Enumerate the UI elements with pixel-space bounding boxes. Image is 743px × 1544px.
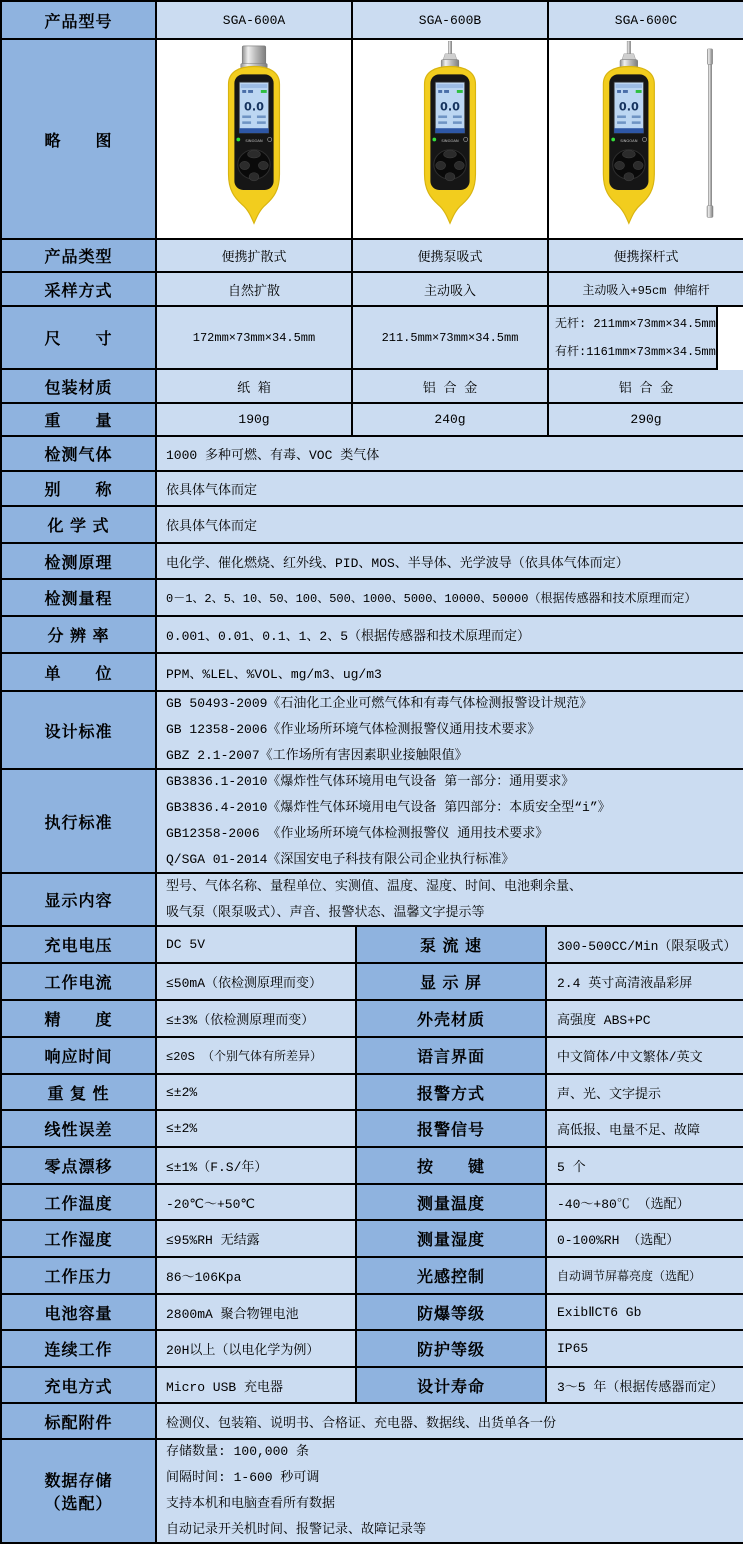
row-label: 精 度	[2, 1001, 157, 1038]
row-label: 充电方式	[2, 1368, 157, 1404]
table-row	[2, 1368, 743, 1404]
table-row	[2, 273, 743, 307]
row-label: 泵 流 速	[357, 927, 547, 964]
cell-b: 240g	[353, 404, 549, 437]
row-label: 外壳材质	[357, 1001, 547, 1038]
standard-line: GB3836.4-2010《爆炸性气体环境用电气设备 第四部分：本质安全型“i”》	[166, 800, 611, 815]
size-no-rod: 无杆: 211mm×73mm×34.5mm	[555, 316, 716, 331]
sketch-row	[2, 40, 743, 240]
svg-text:SINGOAN: SINGOAN	[620, 138, 638, 143]
table-row	[2, 1075, 743, 1111]
svg-text:0.0: 0.0	[618, 100, 639, 114]
row-label: 测量湿度	[357, 1221, 547, 1258]
row-label: 零点漂移	[2, 1148, 157, 1185]
gas-detector-diffusion-image	[185, 41, 323, 237]
row-value: ≤±2%	[157, 1075, 357, 1111]
table-row	[2, 1111, 743, 1148]
table-row	[2, 472, 743, 507]
row-label: 语言界面	[357, 1038, 547, 1075]
row-value: 自动调节屏幕亮度（选配）	[547, 1258, 743, 1295]
table-row	[2, 1038, 743, 1075]
size-with-rod: 有杆:1161mm×73mm×34.5mm	[555, 344, 716, 359]
table-row	[2, 1001, 743, 1038]
table-row	[2, 1295, 743, 1331]
row-label: 别 称	[2, 472, 157, 507]
row-value: ≤±2%	[157, 1111, 357, 1148]
row-value: 依具体气体而定	[157, 472, 743, 507]
row-label: 工作压力	[2, 1258, 157, 1295]
storage-line: 自动记录开关机时间、报警记录、故障记录等	[166, 1522, 427, 1537]
standard-line: GB 50493-2009《石油化工企业可燃气体和有毒气体检测报警设计规范》	[166, 696, 593, 711]
cell-c: 便携探杆式	[549, 240, 743, 273]
model-name-b: SGA-600B	[353, 2, 549, 40]
row-label: 报警信号	[357, 1111, 547, 1148]
row-value: IP65	[547, 1331, 743, 1368]
row-value: 0－1、2、5、10、50、100、500、1000、5000、10000、50000（根据传感器和技术原理而定）	[157, 580, 743, 617]
row-value: 300-500CC/Min（限泵吸式）	[547, 927, 743, 964]
row-label: 工作温度	[2, 1185, 157, 1221]
row-value: 2800mA 聚合物锂电池	[157, 1295, 357, 1331]
table-row	[2, 437, 743, 472]
row-label: 充电电压	[2, 927, 157, 964]
display-line: 吸气泵（限泵吸式）、声音、报警状态、温馨文字提示等	[166, 904, 485, 920]
row-value: 3～5 年（根据传感器而定）	[547, 1368, 743, 1404]
standard-line: GB3836.1-2010《爆炸性气体环境用电气设备 第一部分：通用要求》	[166, 774, 575, 789]
row-value: ≤95%RH 无结露	[157, 1221, 357, 1258]
row-value: -40～+80℃ （选配）	[547, 1185, 743, 1221]
row-label: 包装材质	[2, 370, 157, 404]
row-value: 0-100%RH （选配）	[547, 1221, 743, 1258]
design-standards	[157, 692, 743, 770]
display-content	[157, 874, 743, 927]
row-value: ≤±3%（依检测原理而变）	[157, 1001, 357, 1038]
telescopic-rod-shaft	[708, 65, 712, 218]
table-row	[2, 307, 743, 370]
cell-c	[549, 307, 718, 370]
row-value: ≤20S （个别气体有所差异）	[157, 1038, 357, 1075]
cell-c: 铝 合 金	[549, 370, 743, 404]
storage-line: 间隔时间: 1-600 秒可调	[166, 1470, 320, 1485]
row-value: 电化学、催化燃烧、红外线、PID、MOS、半导体、光学波导（依具体气体而定）	[157, 544, 743, 580]
product-image-c	[549, 40, 743, 240]
table-row	[2, 964, 743, 1001]
row-label: 响应时间	[2, 1038, 157, 1075]
cell-b: 便携泵吸式	[353, 240, 549, 273]
table-row	[2, 370, 743, 404]
table-row	[2, 404, 743, 437]
row-value: ≤±1%（F.S/年）	[157, 1148, 357, 1185]
standard-line: GB 12358-2006《作业场所环境气体检测报警仪通用技术要求》	[166, 722, 541, 737]
table-row	[2, 1185, 743, 1221]
row-label: 检测原理	[2, 544, 157, 580]
table-row	[2, 580, 743, 617]
row-value: 20H以上（以电化学为例）	[157, 1331, 357, 1368]
row-label: 电池容量	[2, 1295, 157, 1331]
row-label: 工作湿度	[2, 1221, 157, 1258]
header-row	[2, 2, 743, 40]
row-value: 高强度 ABS+PC	[547, 1001, 743, 1038]
row-label: 防护等级	[357, 1331, 547, 1368]
storage-details	[157, 1440, 743, 1544]
display-line: 型号、气体名称、量程单位、实测值、温度、湿度、时间、电池剩余量、	[166, 878, 583, 894]
table-row	[2, 927, 743, 964]
gas-detector-pump-image	[381, 41, 519, 237]
row-label: 连续工作	[2, 1331, 157, 1368]
row-value: 86～106Kpa	[157, 1258, 357, 1295]
cell-a: 自然扩散	[157, 273, 353, 307]
row-value: 5 个	[547, 1148, 743, 1185]
row-value: 声、光、文字提示	[547, 1075, 743, 1111]
standard-line: GB12358-2006 《作业场所环境气体检测报警仪 通用技术要求》	[166, 826, 549, 841]
table-row	[2, 654, 743, 692]
telescopic-rod-handle	[707, 206, 713, 218]
cell-b: 铝 合 金	[353, 370, 549, 404]
table-row	[2, 617, 743, 654]
standard-line: Q/SGA 01-2014《深国安电子科技有限公司企业执行标准》	[166, 852, 515, 867]
table-row	[2, 1404, 743, 1440]
row-value: 2.4 英寸高清液晶彩屏	[547, 964, 743, 1001]
row-value: 1000 多种可燃、有毒、VOC 类气体	[157, 437, 743, 472]
telescopic-rod-tip	[707, 49, 712, 65]
row-value: ≤50mA（依检测原理而变）	[157, 964, 357, 1001]
svg-text:SINGOAN: SINGOAN	[441, 138, 459, 143]
cell-a: 172mm×73mm×34.5mm	[157, 307, 353, 370]
storage-line: 存储数量: 100,000 条	[166, 1444, 310, 1459]
cell-c: 主动吸入+95cm 伸缩杆	[549, 273, 743, 307]
row-label: 重 复 性	[2, 1075, 157, 1111]
storage-label-line2: （选配）	[44, 1496, 113, 1513]
table-row	[2, 1258, 743, 1295]
row-label: 工作电流	[2, 964, 157, 1001]
table-row	[2, 1440, 743, 1544]
product-image-b	[353, 40, 549, 240]
row-label: 检测量程	[2, 580, 157, 617]
row-value: 检测仪、包装箱、说明书、合格证、充电器、数据线、出货单各一份	[157, 1404, 743, 1440]
cell-c: 290g	[549, 404, 743, 437]
row-label: 尺 寸	[2, 307, 157, 370]
row-label: 报警方式	[357, 1075, 547, 1111]
row-label: 测量温度	[357, 1185, 547, 1221]
row-value: 依具体气体而定	[157, 507, 743, 544]
row-label: 设计寿命	[357, 1368, 547, 1404]
row-value: DC 5V	[157, 927, 357, 964]
storage-label-line1: 数据存储	[44, 1473, 113, 1490]
row-value: -20℃～+50℃	[157, 1185, 357, 1221]
row-label: 检测气体	[2, 437, 157, 472]
header-label: 产品型号	[2, 2, 157, 40]
row-label: 显 示 屏	[357, 964, 547, 1001]
row-label: 标配附件	[2, 1404, 157, 1440]
cell-a: 190g	[157, 404, 353, 437]
row-label: 设计标准	[2, 692, 157, 770]
row-label: 光感控制	[357, 1258, 547, 1295]
storage-line: 支持本机和电脑查看所有数据	[166, 1496, 336, 1511]
table-row	[2, 1331, 743, 1368]
svg-text:0.0: 0.0	[244, 100, 264, 114]
gas-detector-probe-image	[560, 41, 732, 237]
model-name-a: SGA-600A	[157, 2, 353, 40]
row-value: 中文简体/中文繁体/英文	[547, 1038, 743, 1075]
row-value: 高低报、电量不足、故障	[547, 1111, 743, 1148]
standard-line: GBZ 2.1-2007《工作场所有害因素职业接触限值》	[166, 748, 468, 763]
table-row	[2, 240, 743, 273]
row-label: 产品类型	[2, 240, 157, 273]
row-value: 0.001、0.01、0.1、1、2、5（根据传感器和技术原理而定）	[157, 617, 743, 654]
model-name-c: SGA-600C	[549, 2, 743, 40]
row-label: 分 辨 率	[2, 617, 157, 654]
row-label: 按 键	[357, 1148, 547, 1185]
row-label: 采样方式	[2, 273, 157, 307]
table-row	[2, 507, 743, 544]
row-label	[2, 1440, 157, 1544]
cell-a: 便携扩散式	[157, 240, 353, 273]
svg-text:SINGOAN: SINGOAN	[245, 138, 263, 143]
cell-b: 211.5mm×73mm×34.5mm	[353, 307, 549, 370]
table-row	[2, 1221, 743, 1258]
row-value: PPM、%LEL、%VOL、mg/m3、ug/m3	[157, 654, 743, 692]
row-label: 执行标准	[2, 770, 157, 874]
row-value: Micro USB 充电器	[157, 1368, 357, 1404]
product-image-a	[157, 40, 353, 240]
cell-b: 主动吸入	[353, 273, 549, 307]
sketch-label: 略 图	[2, 40, 157, 240]
table-row	[2, 874, 743, 927]
exec-standards	[157, 770, 743, 874]
row-value: ExibⅡCT6 Gb	[547, 1295, 743, 1331]
cell-a: 纸 箱	[157, 370, 353, 404]
row-label: 防爆等级	[357, 1295, 547, 1331]
row-label: 单 位	[2, 654, 157, 692]
row-label: 化 学 式	[2, 507, 157, 544]
row-label: 重 量	[2, 404, 157, 437]
svg-text:0.0: 0.0	[440, 100, 460, 114]
row-label: 线性误差	[2, 1111, 157, 1148]
table-row	[2, 692, 743, 770]
table-row	[2, 1148, 743, 1185]
row-label: 显示内容	[2, 874, 157, 927]
table-row	[2, 770, 743, 874]
table-row	[2, 544, 743, 580]
